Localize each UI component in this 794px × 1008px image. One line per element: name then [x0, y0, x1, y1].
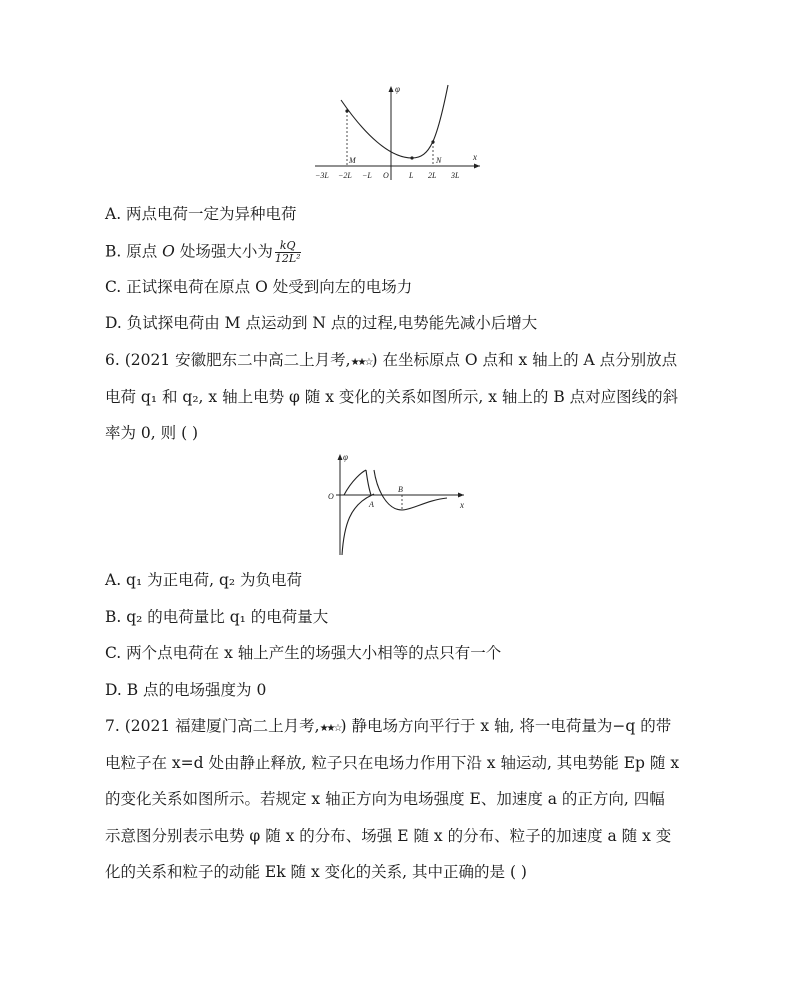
- q7-stem-line5: 化的关系和粒子的动能 Ek 随 x 变化的关系, 其中正确的是 ( ): [105, 863, 527, 881]
- axis-x-label: x: [460, 500, 464, 510]
- q7-stem-line2: 电粒子在 x=d 处由静止释放, 粒子只在电场力作用下沿 x 轴运动, 其电势能 Ep 随 x: [105, 754, 680, 772]
- q5-option-c: C. 正试探电荷在原点 O 处受到向左的电场力: [105, 278, 413, 296]
- tick-neg2l: −2L: [338, 171, 352, 180]
- axis-y-label: φ: [395, 84, 400, 94]
- q6-option-b: B. q₂ 的电荷量比 q₁ 的电荷量大: [105, 608, 329, 626]
- difficulty-stars-icon: ★★☆: [319, 723, 341, 734]
- figure-potential-curve-1: [305, 80, 490, 185]
- difficulty-stars-icon: ★★☆: [350, 357, 372, 368]
- q7-stem-line4: 示意图分别表示电势 φ 随 x 的分布、场强 E 随 x 的分布、粒子的加速度 a 随 x 变: [105, 827, 672, 845]
- origin-label: O: [328, 492, 334, 501]
- q5-option-a: A. 两点电荷一定为异种电荷: [105, 205, 297, 223]
- tick-origin: O: [383, 171, 389, 180]
- q6-stem-line3: 率为 0, 则 ( ): [105, 424, 199, 442]
- point-n-label: N: [436, 156, 442, 165]
- point-m-label: M: [349, 156, 356, 165]
- q6-option-d: D. B 点的电场强度为 0: [105, 681, 267, 699]
- tick-l: L: [409, 171, 414, 180]
- point-b-label: B: [398, 485, 403, 494]
- q5-option-b: B. 原点 O 处场强大小为 $\frac{kQ}{\text{12L²}}$: [105, 239, 301, 265]
- q6-stem-line2: 电荷 q₁ 和 q₂, x 轴上电势 φ 随 x 变化的关系如图所示, x 轴上的 B 点对应图线的斜: [105, 388, 679, 406]
- q5-option-d: D. 负试探电荷由 M 点运动到 N 点的过程,电势能先减小后增大: [105, 314, 538, 332]
- q7-stem-line3: 的变化关系如图所示。若规定 x 轴正方向为电场强度 E、加速度 a 的正方向, 四幅: [105, 790, 665, 808]
- figure-potential-curve-2: [322, 450, 472, 558]
- axis-y-label: φ: [343, 452, 348, 462]
- point-a-label: A: [369, 500, 374, 509]
- q6-stem-line1: 6. (2021 安徽肥东二中高二上月考,★★☆) 在坐标原点 O 点和 x 轴上的 A 点分别放点: [105, 351, 678, 369]
- q6-option-a: A. q₁ 为正电荷, q₂ 为负电荷: [105, 571, 303, 589]
- tick-negl: −L: [362, 171, 372, 180]
- axis-x-label: x: [473, 152, 477, 162]
- q6-option-c: C. 两个点电荷在 x 轴上产生的场强大小相等的点只有一个: [105, 644, 502, 662]
- tick-2l: 2L: [428, 171, 437, 180]
- tick-neg3l: −3L: [315, 171, 329, 180]
- fraction-kq-12l2: $\frac{kQ}{\text{12L²}}$: [274, 239, 301, 265]
- q7-stem-line1: 7. (2021 福建厦门高二上月考,★★☆) 静电场方向平行于 x 轴, 将一电荷量为−q 的带: [105, 717, 672, 735]
- tick-3l: 3L: [451, 171, 460, 180]
